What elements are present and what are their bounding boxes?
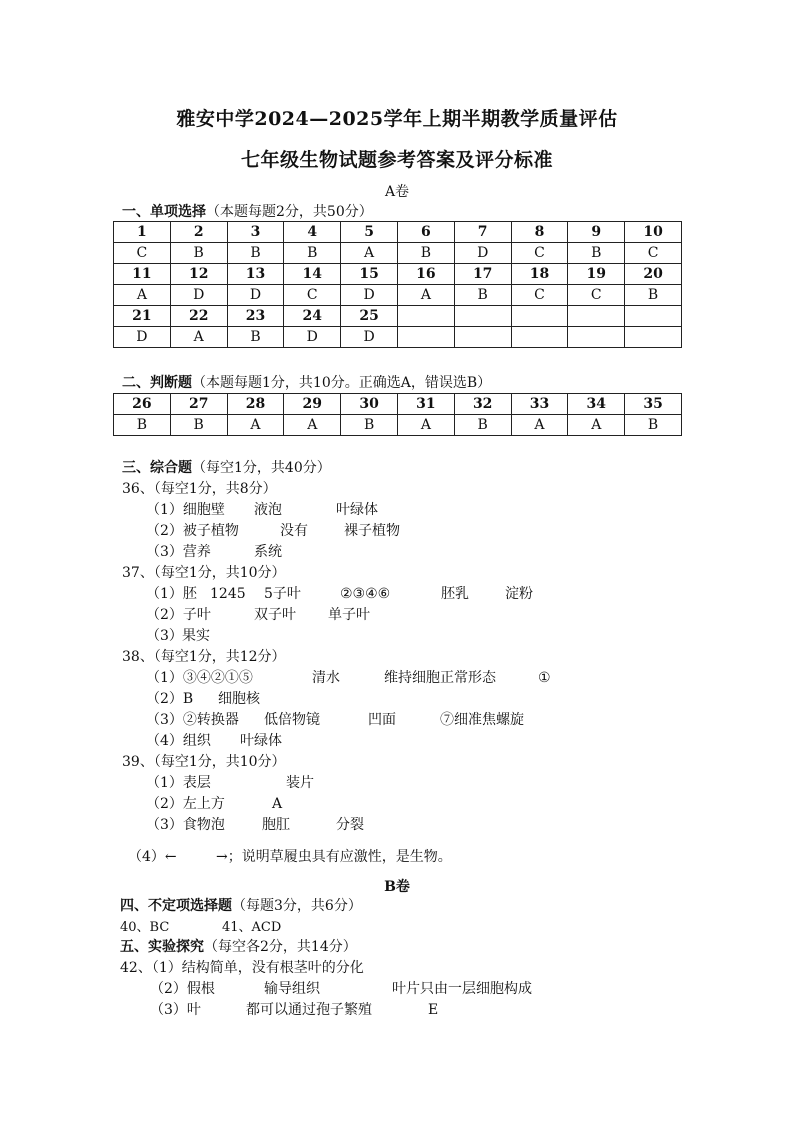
answer-text: 都可以通过孢子繁殖 bbox=[246, 1002, 372, 1018]
answer-cell: B bbox=[397, 243, 454, 264]
answer-text: （2）子叶 bbox=[146, 607, 211, 623]
question-number-cell: 25 bbox=[341, 306, 398, 327]
answer-text: 胚乳 bbox=[441, 586, 469, 602]
answer-cell: A bbox=[397, 415, 454, 436]
question-number-cell bbox=[397, 306, 454, 327]
question-number-cell: 12 bbox=[170, 264, 227, 285]
q36-heading: 36、（每空1分，共8分） bbox=[122, 481, 277, 497]
answer-text: 单子叶 bbox=[328, 607, 370, 623]
answer-text: （1）细胞壁 bbox=[146, 502, 225, 518]
table-row bbox=[114, 394, 682, 415]
answer-text: 果实 bbox=[182, 628, 210, 644]
q42-line-1: 42、（1）结构简单，没有根茎叶的分化 bbox=[120, 960, 364, 976]
answer-text: 1245 bbox=[210, 586, 246, 602]
question-number-cell: 3 bbox=[227, 222, 284, 243]
answer-cell: B bbox=[625, 415, 682, 436]
question-number-cell: 20 bbox=[625, 264, 682, 285]
true-false-answer-table bbox=[113, 393, 682, 436]
question-number-cell: 33 bbox=[511, 394, 568, 415]
answer-text: （3）食物泡 bbox=[146, 817, 225, 833]
question-number-cell: 19 bbox=[568, 264, 625, 285]
answer-cell: C bbox=[284, 285, 341, 306]
table-row bbox=[114, 306, 682, 327]
q38-line-2 bbox=[146, 688, 260, 708]
table-row bbox=[114, 327, 682, 348]
q36-line-2 bbox=[146, 520, 400, 540]
section-4-note: （每题3分，共6分） bbox=[232, 898, 362, 914]
answer-cell bbox=[397, 327, 454, 348]
answer-cell bbox=[625, 327, 682, 348]
answer-text: 没有 bbox=[280, 523, 308, 539]
section-1-note: （本题每题2分，共50分） bbox=[206, 204, 373, 220]
q39-line-3 bbox=[146, 814, 364, 834]
question-number-cell bbox=[511, 306, 568, 327]
answer-cell bbox=[454, 327, 511, 348]
answer-text: ②③④⑥ bbox=[340, 586, 391, 602]
answer-cell: A bbox=[170, 327, 227, 348]
section-3-title: 三、综合题 bbox=[122, 460, 192, 476]
q39-line-1 bbox=[146, 772, 314, 792]
section-2-heading bbox=[122, 372, 491, 392]
question-number-cell: 4 bbox=[284, 222, 341, 243]
q42-line-3 bbox=[150, 999, 438, 1019]
answer-text: （1）表层 bbox=[146, 775, 211, 791]
question-number-cell: 28 bbox=[227, 394, 284, 415]
answer-text: （4）← bbox=[128, 849, 177, 865]
answer-cell: B bbox=[341, 415, 398, 436]
answer-text: 系统 bbox=[254, 544, 282, 560]
q37-line-3 bbox=[146, 625, 210, 645]
answer-text: 低倍物镜 bbox=[264, 712, 320, 728]
question-number-cell: 1 bbox=[114, 222, 171, 243]
answer-cell: C bbox=[114, 243, 171, 264]
section-3-note: （每空1分，共40分） bbox=[192, 460, 331, 476]
question-number-cell: 10 bbox=[625, 222, 682, 243]
answer-text: 清水 bbox=[312, 670, 340, 686]
answer-cell: B bbox=[454, 415, 511, 436]
answer-text: （2）左上方 bbox=[146, 796, 225, 812]
answer-text: （3）②转换器 bbox=[146, 712, 239, 728]
answer-cell: B bbox=[227, 327, 284, 348]
answer-text: ① bbox=[538, 670, 551, 686]
question-number-cell: 9 bbox=[568, 222, 625, 243]
question-number-cell: 18 bbox=[511, 264, 568, 285]
answer-text: 双子叶 bbox=[254, 607, 296, 623]
answer-text: 5子叶 bbox=[264, 586, 301, 602]
volume-b-label: B卷 bbox=[384, 879, 410, 895]
answer-text: 装片 bbox=[286, 775, 314, 791]
answer-text: （1）胚 bbox=[146, 586, 197, 602]
answer-cell: A bbox=[511, 415, 568, 436]
answer-cell: A bbox=[397, 285, 454, 306]
section-5-title: 五、实验探究 bbox=[120, 939, 204, 955]
answer-cell: B bbox=[284, 243, 341, 264]
question-number-cell: 17 bbox=[454, 264, 511, 285]
answer-text: 胞肛 bbox=[262, 817, 290, 833]
answer-cell: D bbox=[454, 243, 511, 264]
question-number-cell: 23 bbox=[227, 306, 284, 327]
table-row bbox=[114, 285, 682, 306]
section-4-heading bbox=[120, 895, 362, 915]
section-5-note: （每空各2分，共14分） bbox=[204, 939, 357, 955]
answer-cell: D bbox=[170, 285, 227, 306]
section-3-heading bbox=[122, 457, 331, 477]
table-row bbox=[114, 264, 682, 285]
single-choice-answer-table bbox=[113, 221, 682, 348]
q40-41-answers bbox=[120, 916, 281, 935]
question-number-cell: 5 bbox=[341, 222, 398, 243]
question-number-cell: 24 bbox=[284, 306, 341, 327]
question-number-cell: 14 bbox=[284, 264, 341, 285]
question-number-cell: 2 bbox=[170, 222, 227, 243]
question-number-cell: 31 bbox=[397, 394, 454, 415]
answer-cell: B bbox=[114, 415, 171, 436]
answer-text: 叶绿体 bbox=[240, 733, 282, 749]
question-number-cell bbox=[454, 306, 511, 327]
answer-text: 分裂 bbox=[336, 817, 364, 833]
answer-cell: B bbox=[568, 243, 625, 264]
section-1-title: 一、单项选择 bbox=[122, 204, 206, 220]
question-number-cell: 6 bbox=[397, 222, 454, 243]
q38-line-3 bbox=[146, 709, 524, 729]
question-number-cell: 8 bbox=[511, 222, 568, 243]
question-number-cell: 21 bbox=[114, 306, 171, 327]
answer-text: 叶绿体 bbox=[336, 502, 378, 518]
question-number-cell: 27 bbox=[170, 394, 227, 415]
answer-cell: B bbox=[625, 285, 682, 306]
section-5-heading bbox=[120, 936, 357, 956]
question-number-cell: 34 bbox=[568, 394, 625, 415]
question-number-cell bbox=[568, 306, 625, 327]
answer-cell: D bbox=[341, 285, 398, 306]
answer-text: （3）营养 bbox=[146, 544, 211, 560]
answer-text: （2）假根 bbox=[150, 981, 215, 997]
answer-cell: B bbox=[454, 285, 511, 306]
q39-heading: 39、（每空1分，共10分） bbox=[122, 754, 286, 770]
answer-text: 裸子植物 bbox=[344, 523, 400, 539]
q37-line-2 bbox=[146, 604, 370, 624]
answer-cell: D bbox=[227, 285, 284, 306]
volume-a-label: A卷 bbox=[384, 184, 410, 200]
answer-text: 输导组织 bbox=[264, 981, 320, 997]
answer-text: E bbox=[428, 1002, 439, 1018]
answer-cell bbox=[511, 327, 568, 348]
answer-text: 凹面 bbox=[368, 712, 396, 728]
q37-line-1 bbox=[146, 583, 533, 603]
question-number-cell: 7 bbox=[454, 222, 511, 243]
answer-text: ⑦细准焦螺旋 bbox=[440, 712, 524, 728]
answer-cell: C bbox=[625, 243, 682, 264]
q38-line-1 bbox=[146, 667, 551, 687]
answer-text: （3） bbox=[146, 628, 183, 644]
section-2-note: （本题每题1分，共10分。正确选A，错误选B） bbox=[192, 375, 492, 391]
question-number-cell: 11 bbox=[114, 264, 171, 285]
answer-cell: A bbox=[341, 243, 398, 264]
answer-text: →；说明草履虫具有应激性，是生物。 bbox=[216, 849, 452, 865]
answer-text: 41、ACD bbox=[222, 920, 282, 935]
answer-text: （1）③④②①⑤ bbox=[146, 670, 253, 686]
answer-text: 淀粉 bbox=[505, 586, 533, 602]
answer-text: 40、BC bbox=[120, 920, 170, 935]
answer-cell: D bbox=[284, 327, 341, 348]
question-number-cell: 29 bbox=[284, 394, 341, 415]
answer-text: 叶片只由一层细胞构成 bbox=[392, 981, 532, 997]
section-2-title: 二、判断题 bbox=[122, 375, 192, 391]
answer-text: （4）组织 bbox=[146, 733, 211, 749]
answer-cell: D bbox=[341, 327, 398, 348]
question-number-cell bbox=[625, 306, 682, 327]
answer-cell: C bbox=[511, 285, 568, 306]
answer-cell: B bbox=[227, 243, 284, 264]
question-number-cell: 22 bbox=[170, 306, 227, 327]
answer-text: 维持细胞正常形态 bbox=[384, 670, 496, 686]
question-number-cell: 13 bbox=[227, 264, 284, 285]
answer-text: （2）被子植物 bbox=[146, 523, 239, 539]
answer-cell: A bbox=[114, 285, 171, 306]
table-row bbox=[114, 222, 682, 243]
section-4-title: 四、不定项选择题 bbox=[120, 898, 232, 914]
answer-cell: A bbox=[227, 415, 284, 436]
answer-cell: B bbox=[170, 415, 227, 436]
answer-cell: C bbox=[511, 243, 568, 264]
answer-text: 细胞核 bbox=[218, 691, 260, 707]
question-number-cell: 35 bbox=[625, 394, 682, 415]
answer-cell: C bbox=[568, 285, 625, 306]
q37-heading: 37、（每空1分，共10分） bbox=[122, 565, 286, 581]
q38-heading: 38、（每空1分，共12分） bbox=[122, 649, 286, 665]
answer-text: （2）B bbox=[146, 691, 194, 707]
document-title: 雅安中学2024—2025学年上期半期教学质量评估 bbox=[176, 108, 618, 130]
question-number-cell: 32 bbox=[454, 394, 511, 415]
answer-text: （3）叶 bbox=[150, 1002, 201, 1018]
q39-line-2 bbox=[146, 793, 282, 813]
section-1-heading bbox=[122, 201, 373, 221]
question-number-cell: 26 bbox=[114, 394, 171, 415]
q36-line-1 bbox=[146, 499, 378, 519]
q36-line-3 bbox=[146, 541, 282, 561]
question-number-cell: 30 bbox=[341, 394, 398, 415]
answer-cell: A bbox=[568, 415, 625, 436]
table-row bbox=[114, 243, 682, 264]
q39-line-4 bbox=[128, 846, 452, 866]
answer-cell: B bbox=[170, 243, 227, 264]
document-subtitle: 七年级生物试题参考答案及评分标准 bbox=[240, 149, 553, 171]
table-row bbox=[114, 415, 682, 436]
answer-cell bbox=[568, 327, 625, 348]
question-number-cell: 16 bbox=[397, 264, 454, 285]
q38-line-4 bbox=[146, 730, 282, 750]
q42-line-2 bbox=[150, 978, 532, 998]
question-number-cell: 15 bbox=[341, 264, 398, 285]
answer-cell: A bbox=[284, 415, 341, 436]
answer-text: A bbox=[272, 796, 283, 812]
answer-cell: D bbox=[114, 327, 171, 348]
answer-text: 液泡 bbox=[254, 502, 282, 518]
